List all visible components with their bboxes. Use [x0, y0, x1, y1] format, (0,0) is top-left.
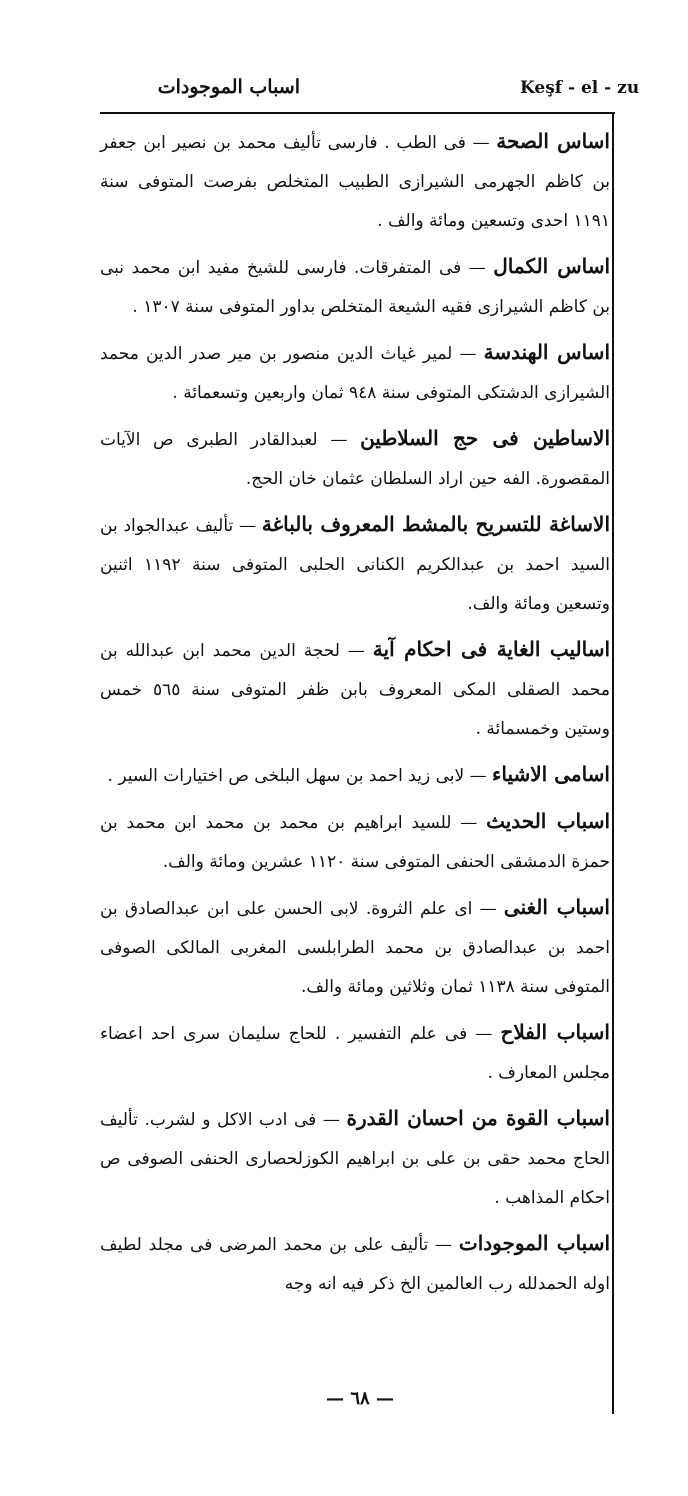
entry: [100, 505, 610, 624]
entry-text: — تأليف عبدالجواد بن السيد احمد بن عبدالكريم الكنانى الحلبى المتوفى سنة ١١٩٢ اثنين وتسعين ومائة والف.: [100, 516, 611, 614]
entry-text: — فى ادب الاكل و لشرب. تأليف الحاج محمد حقى بن على بن ابراهيم الكوزلحصارى الحنفى الصوفى ص احكام المذاهب .: [100, 1110, 610, 1208]
entries-list: [100, 122, 610, 1310]
entry-text: — لمير غياث الدين منصور بن مير صدر الدين محمد الشيرازى الدشتكى المتوفى سنة ٩٤٨ ثمان واربعين وتسعمائة .: [100, 344, 610, 403]
entry-text: — تأليف على بن محمد المرضى فى مجلد لطيف اوله الحمدلله رب العالمين الخ ذكر فيه انه وجه: [100, 1235, 610, 1294]
entry-text: — لعبدالقادر الطبرى ص الآيات المقصورة. الفه حين اراد السلطان عثمان خان الحج.: [100, 430, 610, 489]
margin-rule: [612, 114, 614, 1414]
page-number: — ٦٨ —: [326, 1388, 394, 1409]
entry-headword: اساس الهندسة: [483, 340, 610, 364]
entry-headword: اساليب الغاية فى احكام آية: [372, 637, 611, 661]
entry-headword: اسباب القوة من احسان القدرة: [346, 1106, 610, 1130]
entry-headword: اسباب الموجودات: [458, 1231, 611, 1255]
entry: [100, 247, 610, 327]
entry-headword: اسامى الاشياء: [491, 762, 610, 786]
entry: [100, 755, 610, 796]
entry-headword: الاساطين فى حج السلاطين: [360, 426, 610, 450]
entry: [100, 802, 610, 882]
entry-text: — اى علم الثروة. لابى الحسن على ابن عبدالصادق بن احمد بن عبدالصادق بن محمد الطرابلسى المغربى المالكى الصوفى المتوفى سنة ١١٣٨ ثمان وثلاثين ومائة والف.: [100, 899, 610, 997]
entry-text: — للسيد ابراهيم بن محمد بن محمد ابن محمد بن حمزة الدمشقى الحنفى المتوفى سنة ١١٢٠ عشرين ومائة والف.: [100, 813, 610, 872]
entry-headword: اساس الصحة: [496, 129, 610, 153]
entry-headword: اسباب الفلاح: [500, 1020, 610, 1044]
entry-text: — لابى زيد احمد بن سهل البلخى ص اختيارات السير .: [107, 766, 487, 786]
header-rule: [100, 112, 615, 114]
running-title: اسباب الموجودات: [157, 76, 300, 98]
entry: [100, 122, 610, 241]
entry: [100, 333, 610, 413]
entry-headword: الاساغة للتسريح بالمشط المعروف بالباغة: [261, 512, 611, 536]
entry-text: — فى المتفرقات. فارسى للشيخ مفيد ابن محمد نبى بن كاظم الشيرازى فقيه الشيعة المتخلص بداور المتوفى سنة ١٣٠٧ .: [100, 258, 610, 317]
entry: [100, 1013, 610, 1093]
entry: [100, 1224, 610, 1304]
entry: [100, 419, 610, 499]
entry-headword: اساس الكمال: [493, 254, 611, 278]
entry-text: — لحجة الدين محمد ابن عبدالله بن محمد الصقلى المكى المعروف بابن ظفر المتوفى سنة ٥٦٥ خمس وستين وخمسمائة .: [100, 641, 610, 739]
entry: [100, 1099, 610, 1218]
entry-text: — فى علم التفسير . للحاج سليمان سرى احد اعضاء مجلس المعارف .: [100, 1024, 610, 1083]
entry-text: — فى الطب . فارسى تأليف محمد بن نصير ابن جعفر بن كاظم الجهرمى الشيرازى الطبيب المتخلص بفرصت المتوفى سنة ١١٩١ احدى وتسعين ومائة والف .: [100, 133, 610, 231]
entry: [100, 888, 610, 1007]
entry-headword: اسباب الغنى: [503, 895, 610, 919]
entry-headword: اسباب الحديث: [486, 809, 611, 833]
entry: [100, 630, 610, 749]
page-header: [100, 72, 640, 112]
book-title: Keşf - el - zu: [520, 78, 640, 98]
